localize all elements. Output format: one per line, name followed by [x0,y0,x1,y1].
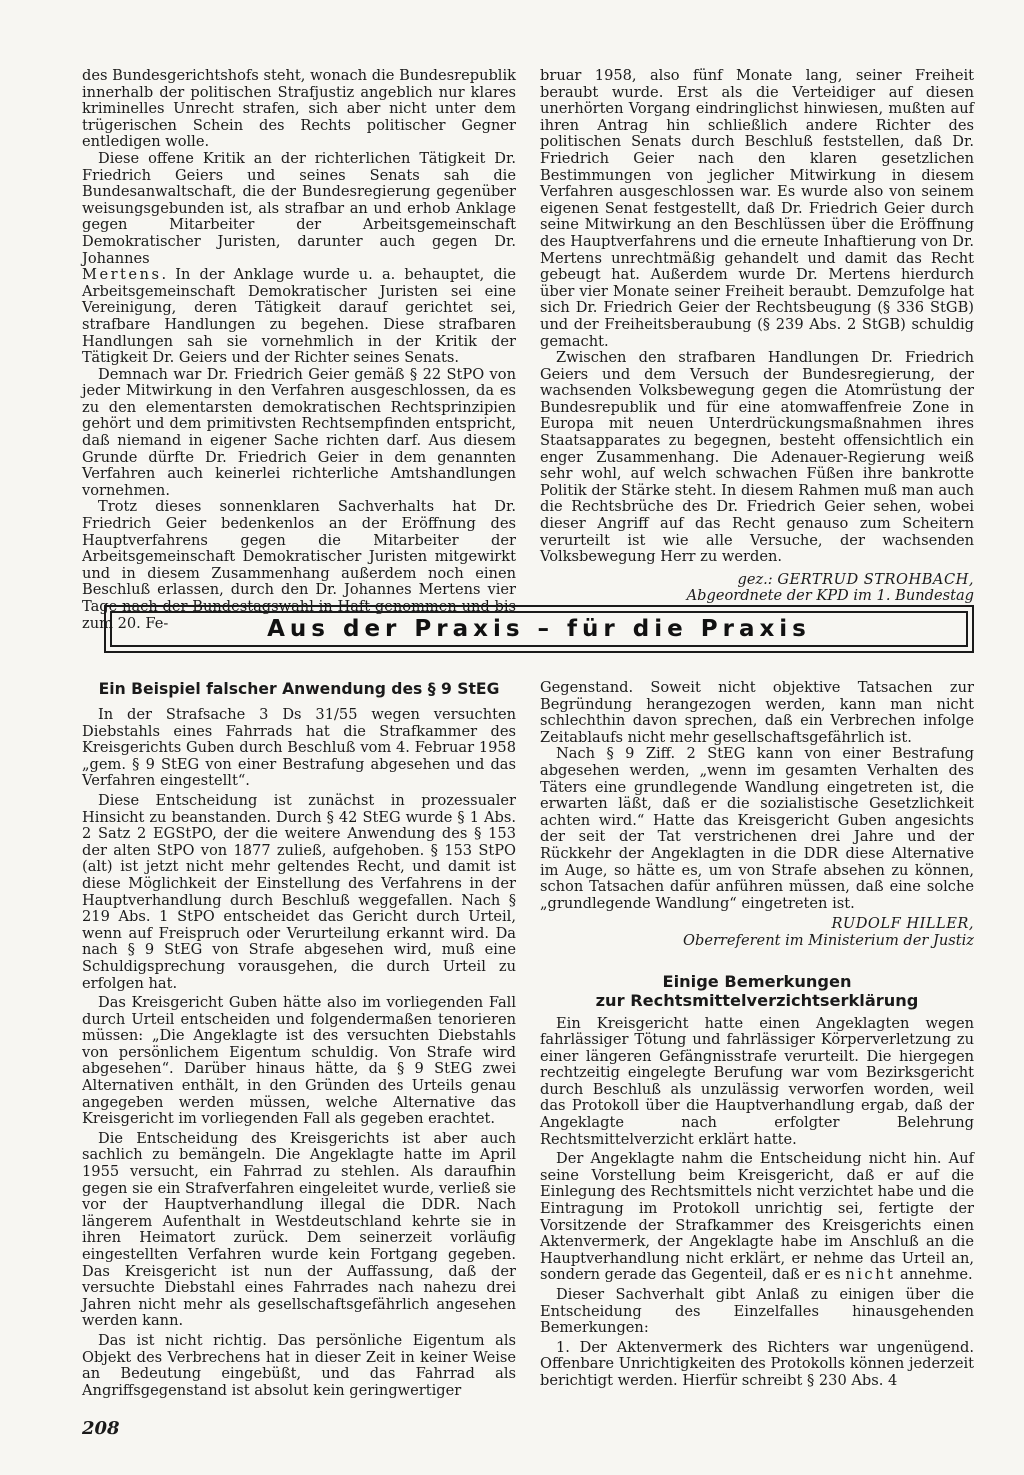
heading-line-2: zur Rechtsmittelverzichtserklärung [595,990,919,1010]
article-heading [540,972,974,1010]
paragraph-text: Der Angeklagte nahm die Entscheidung nicht hin. Auf seine Vorstellung beim Kreisgericht, daß er auf die Einlegung des Rechtsmittels nicht verzichtet habe und die Eintragung im Protokoll unrichtig sei, fertigte der Vorsitzende der Strafkammer des Kreisgerichts einen Aktenvermerk, der Angeklagte habe im Anschluß an die Hauptverhandlung nicht erklärt, er nehme das Urteil an, sondern gerade das Gegenteil, daß er es [540,1150,974,1284]
paragraph: Zwischen den strafbaren Handlungen Dr. Friedrich Geiers und dem Versuch der Bundesregierung, der wachsenden Volksbewegung gegen die Atomrüstung der Bundesrepublik und für eine atomwaffenfreie Zone in Europa mit neuen Unterdrückungsmaßnahmen ihres Staatsapparates zu begegnen, besteht offensichtlich ein enger Zusammenhang. Die Adenauer-Regierung weiß sehr wohl, auf welch schwachen Füßen ihre bankrotte Politik der Stärke steht. In diesem Rahmen muß man auch die Rechtsbrüche des Dr. Friedrich Geier sehen, wobei dieser Angriff auf das Recht genauso zum Scheitern verurteilt ist wie alle Versuche, der wachsenden Volksbewegung Herr zu werden. [540,349,975,566]
column-bottom-right [540,680,974,1390]
signature-prefix: gez.: [737,570,778,588]
spaced-name: Mertens [82,266,162,284]
signature-name [540,916,974,933]
paragraph: Demnach war Dr. Friedrich Geier gemäß § 22 StPO von jeder Mitwirkung in den Verfahren ausgeschlossen, da es zu den elementarsten demokratischen Rechtsprinzipien gehört und dem primitivsten Rechtsempfinden entspricht, daß niemand in eigener Sache richten darf. Aus diesem Grunde dürfte Dr. Friedrich Geier in dem genannten Verfahren auch keinerlei richterliche Amtshandlungen vornehmen. [82,365,516,499]
section-banner-title: Aus der Praxis – für die Praxis [267,616,811,642]
signature-line [540,572,974,589]
page-number: 208 [82,1418,120,1439]
paragraph: Das Kreisgericht Guben hätte also im vorliegenden Fall durch Urteil entscheiden und folgendermaßen tenorieren müssen: „Die Angeklagte ist des versuchten Diebstahls von persönlichem Eigentum schuldig. Von Strafe wird abgesehen“. Darüber hinaus hätte, da § 9 StEG zwei Alternativen enthält, in den Gründen des Urteils genau angegeben werden müssen, welche Alternative das Kreisgericht im vorliegenden Fall als gegeben erachtet. [82,994,516,1128]
signature-title: Abgeordnete der KPD im 1. Bundestag [686,587,974,605]
paragraph-continuation: annehme. [895,1266,973,1284]
paragraph: Diese Entscheidung ist zunächst in prozessualer Hinsicht zu beanstanden. Durch § 42 StEG wurde § 1 Abs. 2 Satz 2 EGStPO, der die weitere Anwendung des § 153 der alten StPO von 1877 zuließ, aufgehoben. § 153 StPO (alt) ist jetzt nicht mehr geltendes Recht, und damit ist diese Möglichkeit der Einstellung des Verfahrens in der Hauptverhandlung durch Beschluß weggefallen. Nach § 219 Abs. 1 StPO entscheidet das Gericht durch Urteil, wenn auf Freispruch oder Verurteilung erkannt wird. Da nach § 9 StEG von Strafe abgesehen wird, muß eine Schuldigsprechung vorausgehen, die durch Urteil zu erfolgen hat. [82,791,516,992]
paragraph-continuation: . In der Anklage wurde u. a. behauptet, die Arbeitsgemeinschaft Demokratischer Juristen sei eine Vereinigung, deren Tätigkeit darauf gerichtet sei, strafbare Handlungen zu begehen. Diese strafbaren Handlungen sah sie vornehmlich in der Kritik der Tätigkeit Dr. Geiers und der Richter seines Senats. [82,266,516,367]
paragraph [82,267,516,367]
signature-name: GERTRUD STROHBACH, [777,570,974,588]
paragraph: Gegenstand. Soweit nicht objektive Tatsachen zur Begründung herangezogen werden, kann man nicht schlechthin davon sprechen, daß ein Verbrechen infolge Zeitablaufs nicht mehr gesellschaftsgefährlich ist. [540,679,974,746]
paragraph: Ein Kreisgericht hatte einen Angeklagten wegen fahrlässiger Tötung und fahrlässiger Körperverletzung zu einer längeren Gefängnisstrafe verurteilt. Die hiergegen rechtzeitig eingelegte Berufung war vom Bezirksgericht durch Beschluß als unzulässig verworfen worden, weil das Protokoll über die Hauptverhandlung ergab, daß der Angeklagte nach erfolgter Belehrung Rechtsmittelverzicht erklärt hatte. [540,1014,974,1148]
paragraph: In der Strafsache 3 Ds 31/55 wegen versuchten Diebstahls eines Fahrrads hat die Strafkammer des Kreisgerichts Guben durch Beschluß vom 4. Februar 1958 „gem. § 9 StEG von einer Bestrafung abgesehen und das Verfahren eingestellt“. [82,706,516,790]
section-banner [104,605,974,653]
column-bottom-left [82,680,516,1399]
article-heading: Ein Beispiel falscher Anwendung des § 9 StEG [98,680,500,698]
paragraph: Die Entscheidung des Kreisgerichts ist aber auch sachlich zu bemängeln. Die Angeklagte hatte im April 1955 versucht, ein Fahrrad zu stehlen. Als daraufhin gegen sie ein Strafverfahren eingeleitet wurde, verließ sie vor der Hauptverhandlung illegal die DDR. Nach längerem Aufenthalt in Westdeutschland kehrte sie in ihren Heimatort zurück. Dem seinerzeit vorläufig eingestellten Verfahren wurde kein Fortgang gegeben. Das Kreisgericht ist nun der Auffassung, daß der versuchte Diebstahl eines Fahrrades nach nahezu drei Jahren nicht mehr als gesellschaftsgefährlich angesehen werden kann. [82,1129,516,1330]
paragraph: Diese offene Kritik an der richterlichen Tätigkeit Dr. Friedrich Geiers und seines Senats sah die Bundesanwaltschaft, die der Bundesregierung gegenüber weisungsgebunden ist, als strafbar an und erhob Anklage gegen Mitarbeiter der Arbeitsgemeinschaft Demokratischer Juristen, darunter auch gegen Dr. Johannes [82,149,516,267]
heading-line-1: Einige Bemerkungen [662,971,852,991]
paragraph: Dieser Sachverhalt gibt Anlaß zu einigen über die Entscheidung des Einzelfalles hinausgehenden Bemerkungen: [540,1286,974,1337]
paragraph [540,1151,974,1284]
signature-title: Oberreferent im Ministerium der Justiz [683,931,974,949]
section-banner-inner [110,611,968,647]
column-top-left [82,68,516,632]
signature-name-text: RUDOLF HILLER, [831,915,974,933]
column-top-right [540,68,974,605]
paragraph: Das ist nicht richtig. Das persönliche Eigentum als Objekt des Verbrechens hat in dieser Zeit in keiner Weise an Bedeutung eingebüßt, und das Fahrrad als Angriffsgegenstand ist absolut kein geringwertiger [82,1331,516,1399]
paragraph: 1. Der Aktenvermerk des Richters war ungenügend. Offenbare Unrichtigkeiten des Protokolls können jederzeit berichtigt werden. Hierfür schreibt § 230 Abs. 4 [540,1338,974,1389]
spaced-word: nicht [845,1266,896,1284]
paragraph: des Bundesgerichtshofs steht, wonach die Bundesrepublik innerhalb der politischen Strafjustiz angeblich nur klares kriminelles Unrecht strafen, sich aber nicht unter dem trügerischen Schein des Rechts politischer Gegner entledigen wolle. [82,67,516,151]
paragraph: Nach § 9 Ziff. 2 StEG kann von einer Bestrafung abgesehen werden, „wenn im gesamten Verhalten des Täters eine grundlegende Wandlung eingetreten ist, die erwarten läßt, daß er die sozialistische Gesetzlichkeit achten wird.“ Hatte das Kreisgericht Guben angesichts der seit der Tat verstrichenen drei Jahre und der Rückkehr der Angeklagten in die DDR diese Alternative im Auge, so hätte es, um von Strafe absehen zu können, schon Tatsachen dafür anführen müssen, daß eine solche „grundlegende Wandlung“ eingetreten ist. [540,745,974,912]
paragraph: Trotz dieses sonnenklaren Sachverhalts hat Dr. Friedrich Geier bedenkenlos an der Eröffnung des Hauptverfahrens gegen die Mitarbeiter der Arbeitsgemeinschaft Demokratischer Juristen mitgewirkt und in diesem Zusammenhang außerdem noch einen Beschluß erlassen, durch den Dr. Johannes Mertens vier Tage nach der Bundestagswahl in Haft genommen und bis zum 20. Fe- [82,498,516,632]
paragraph: bruar 1958, also fünf Monate lang, seiner Freiheit beraubt wurde. Erst als die Verteidiger auf diesen unerhörten Vorgang eindringlichst hinwiesen, mußten auf ihren Antrag hin schließlich andere Richter des politischen Senats durch Beschluß feststellen, daß Dr. Friedrich Geier nach den klaren gesetzlichen Bestimmungen von jeglicher Mitwirkung in diesem Verfahren ausgeschlossen war. Es wurde also von seinem eigenen Senat festgestellt, daß Dr. Friedrich Geier durch seine Mitwirkung an den Beschlüssen über die Eröffnung des Hauptverfahrens und die erneute Inhaftierung von Dr. Mertens unrechtmäßig gehandelt und damit das Recht gebeugt hat. Außerdem wurde Dr. Mertens hierdurch über vier Monate seiner Freiheit beraubt. Demzufolge hat sich Dr. Friedrich Geier der Rechtsbeugung (§ 336 StGB) und der Freiheitsberaubung (§ 239 Abs. 2 StGB) schuldig gemacht. [540,67,974,350]
